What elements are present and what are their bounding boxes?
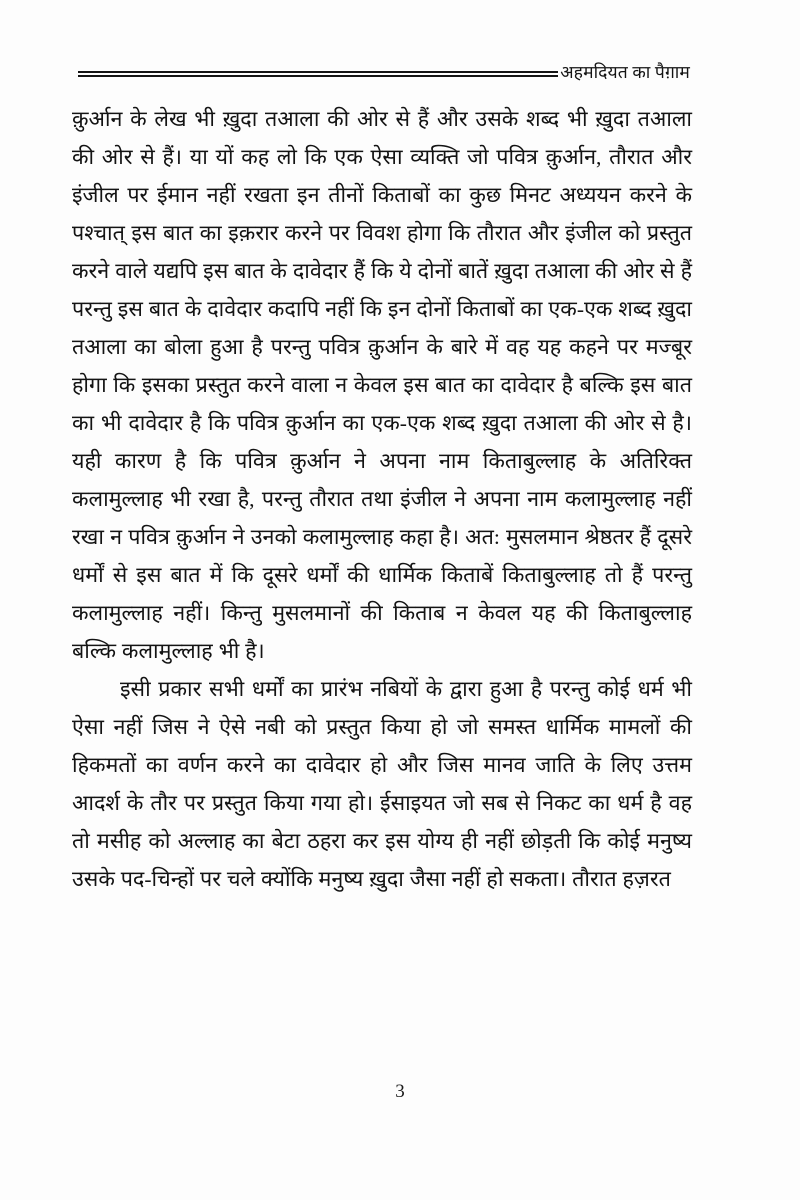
page-body [72, 100, 692, 898]
page-number: 3 [395, 1081, 405, 1102]
header-rule [78, 71, 558, 77]
header-title: अहमदियत का पैग़ाम [560, 62, 690, 83]
running-header [78, 56, 690, 90]
paragraph-2: इसी प्रकार सभी धर्मों का प्रारंभ नबियों के द्वारा हुआ है परन्तु कोई धर्म भी ऐसा नहीं जिस ने ऐसे नबी को प्रस्तुत किया हो जो समस्त धार्मिक मामलों की हिकमतों का वर्णन करने का दावेदार हो और जिस मानव जाति के लिए उत्तम आदर्श के तौर पर प्रस्तुत किया गया हो। ईसाइयत जो सब से निकट का धर्म है वह तो मसीह को अल्लाह का बेटा ठहरा कर इस योग्य ही नहीं छोड़ती कि कोई मनुष्य उसके पद-चिन्हों पर चले क्योंकि मनुष्य ख़ुदा जैसा नहीं हो सकता। तौरात हज़रत [72, 677, 692, 891]
paragraph-1: क़ुर्आन के लेख भी ख़ुदा तआला की ओर से हैं और उसके शब्द भी ख़ुदा तआला की ओर से हैं। या यों कह लो कि एक ऐसा व्यक्ति जो पवित्र क़ुर्आन, तौरात और इंजील पर ईमान नहीं रखता इन तीनों किताबों का कुछ मिनट अध्ययन करने के पश्चात् इस बात का इक़रार करने पर विवश होगा कि तौरात और इंजील को प्रस्तुत करने वाले यद्यपि इस बात के दावेदार हैं कि ये दोनों बातें ख़ुदा तआला की ओर से हैं परन्तु इस बात के दावेदार कदापि नहीं कि इन दोनों किताबों का एक-एक शब्द ख़ुदा तआला का बोला हुआ है परन्तु पवित्र क़ुर्आन के बारे में वह यह कहने पर मज्बूर होगा कि इसका प्रस्तुत करने वाला न केवल इस बात का दावेदार है बल्कि इस बात का भी दावेदार है कि पवित्र क़ुर्आन का एक-एक शब्द ख़ुदा तआला की ओर से है। यही कारण है कि पवित्र क़ुर्आन ने अपना नाम किताबुल्लाह के अतिरिक्त कलामुल्लाह भी रखा है, परन्तु तौरात तथा इंजील ने अपना नाम कलामुल्लाह नहीं रखा न पवित्र क़ुर्आन ने उनको कलामुल्लाह कहा है। अत: मुसलमान श्रेष्ठतर हैं दूसरे धर्मों से इस बात में कि दूसरे धर्मों की धार्मिक किताबें किताबुल्लाह तो हैं परन्तु कलामुल्लाह नहीं। किन्तु मुसलमानों की किताब न केवल यह की किताबुल्लाह बल्कि कलामुल्लाह भी है। [72, 107, 692, 663]
